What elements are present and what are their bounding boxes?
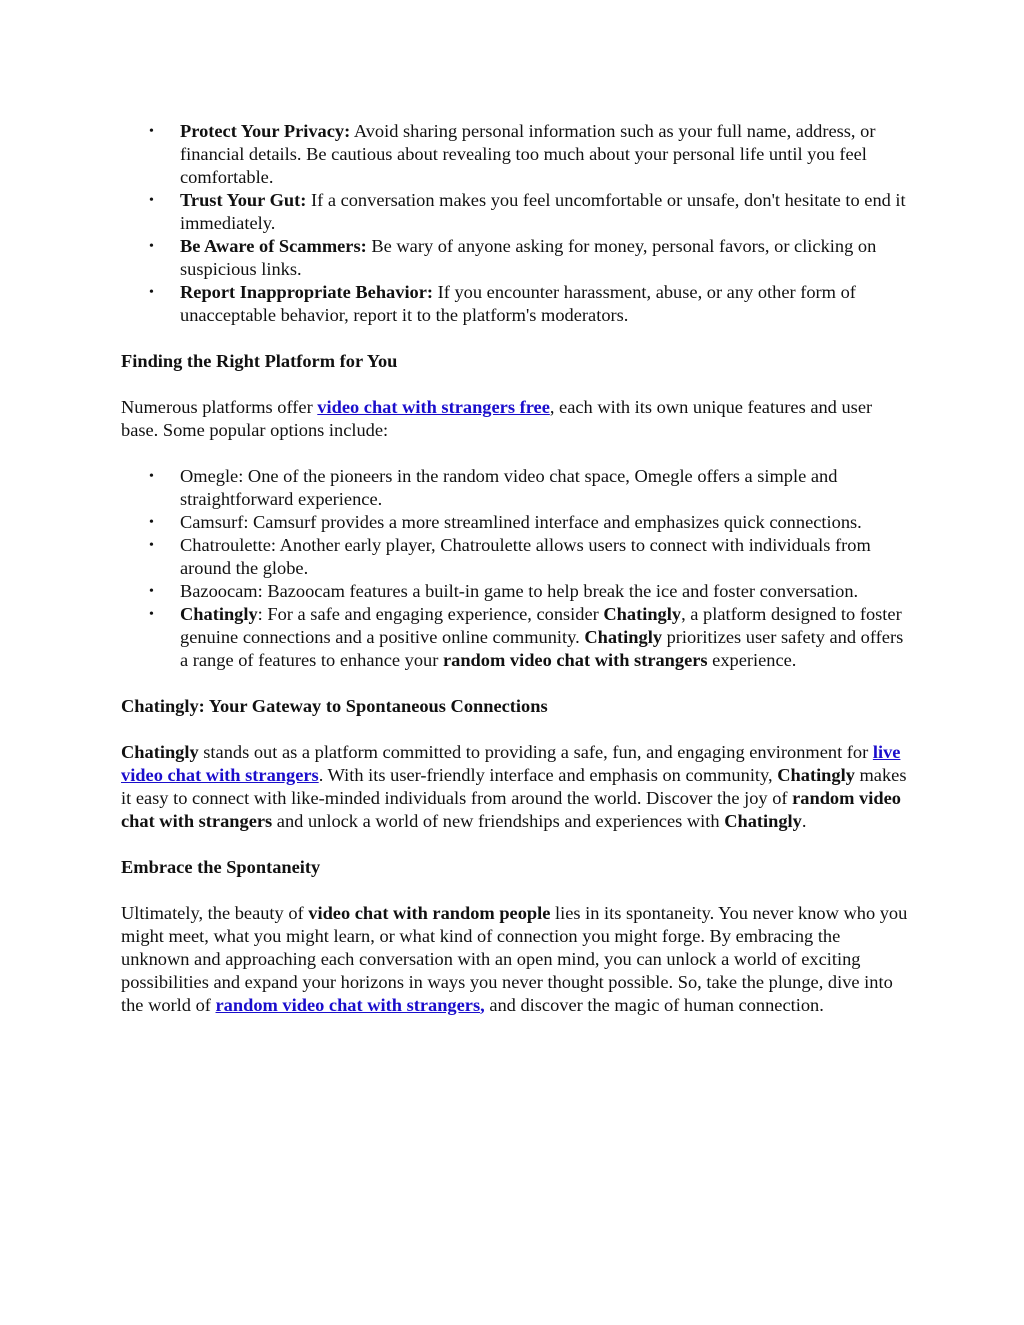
list-item xyxy=(149,281,911,327)
bullet-icon: • xyxy=(149,607,154,622)
section-heading-spontaneity: Embrace the Spontaneity xyxy=(121,857,321,877)
tip-title: Protect Your Privacy: xyxy=(180,121,351,141)
tip-title: Trust Your Gut: xyxy=(180,190,307,210)
bullet-icon: • xyxy=(149,124,154,139)
tip-text: If you encounter harassment, abuse, or any other form of unacceptable behavior, report it to the platform's moderators. xyxy=(180,282,856,325)
random-video-chat-link[interactable]: random video chat with strangers, xyxy=(215,995,485,1015)
list-item xyxy=(149,120,911,189)
bullet-icon: • xyxy=(149,584,154,599)
tip-text: Avoid sharing personal information such as your full name, address, or financial details. Be cautious about revealing too much about your personal life until you feel comfortable. xyxy=(180,121,876,187)
list-item: • Chatroulette: Another early player, Chatroulette allows users to connect with individuals from around the globe. xyxy=(149,535,871,578)
list-item: • Omegle: One of the pioneers in the random video chat space, Omegle offers a simple and straightforward experience. xyxy=(149,466,838,509)
video-chat-free-link[interactable]: video chat with strangers free xyxy=(317,397,550,417)
bullet-icon: • xyxy=(149,538,154,553)
live-video-chat-link[interactable]: live video chat with strangers xyxy=(121,742,901,785)
chatingly-paragraph: Chatingly stands out as a platform committed to providing a safe, fun, and engaging environment for live video chat with strangers. With its user-friendly interface and emphasis on community, Chatingly makes it easy to connect with like-minded individuals from around the world. Discover the joy of random video chat with strangers and unlock a world of new friendships and experiences with Chatingly. xyxy=(121,742,907,831)
bullet-icon: • xyxy=(149,285,154,300)
safety-tips-list xyxy=(121,120,911,327)
section-heading-gateway: Chatingly: Your Gateway to Spontaneous Connections xyxy=(121,696,548,716)
bullet-icon: • xyxy=(149,469,154,484)
tip-title: Report Inappropriate Behavior: xyxy=(180,282,434,302)
list-item xyxy=(149,235,911,281)
tip-title: Be Aware of Scammers: xyxy=(180,236,367,256)
list-item: • Camsurf: Camsurf provides a more streamlined interface and emphasizes quick connections. xyxy=(149,512,862,532)
list-item xyxy=(149,189,911,235)
tip-text: Be wary of anyone asking for money, personal favors, or clicking on suspicious links. xyxy=(180,236,877,279)
platforms-intro-paragraph: Numerous platforms offer video chat with strangers free, each with its own unique features and user base. Some popular options include: xyxy=(121,397,873,440)
bullet-icon: • xyxy=(149,239,154,254)
spontaneity-paragraph: Ultimately, the beauty of video chat with random people lies in its spontaneity. You never know who you might meet, what you might learn, or what kind of connection you might forge. By embracing the unknown and approaching each conversation with an open mind, you can unlock a world of exciting possibilities and expand your horizons in ways you never thought possible. So, take the plunge, dive into the world of random video chat with strangers, and discover the magic of human connection. xyxy=(121,903,908,1015)
bullet-icon: • xyxy=(149,193,154,208)
section-heading-finding-platform: Finding the Right Platform for You xyxy=(121,351,398,371)
tip-text: If a conversation makes you feel uncomfortable or unsafe, don't hesitate to end it immediately. xyxy=(180,190,906,233)
list-item: • Bazoocam: Bazoocam features a built-in game to help break the ice and foster conversation. xyxy=(149,581,859,601)
list-item: • Chatingly: For a safe and engaging experience, consider Chatingly, a platform designed to foster genuine connections and a positive online community. Chatingly prioritizes user safety and offers a range of features to enhance your random video chat with strangers experience. xyxy=(149,604,904,670)
platforms-list xyxy=(121,465,911,672)
document-page xyxy=(121,120,911,1017)
bullet-icon: • xyxy=(149,515,154,530)
